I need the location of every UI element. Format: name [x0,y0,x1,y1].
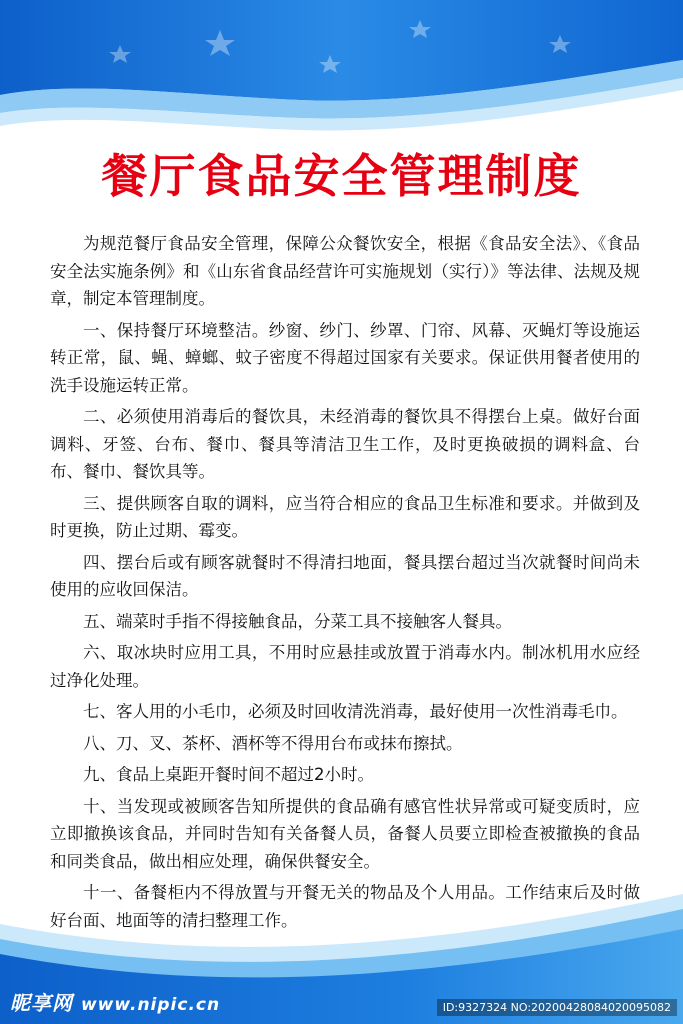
paragraph-item-3: 三、提供顾客自取的调料，应当符合相应的食品卫生标准和要求。并做到及时更换，防止过期、霉变。 [50,493,640,540]
paragraph-item-7: 七、客人用的小毛巾，必须及时回收清洗消毒，最好使用一次性消毒毛巾。 [83,702,628,721]
top-banner-decoration [0,0,683,150]
paragraph-item-5: 五、端菜时手指不得接触食品，分菜工具不接触客人餐具。 [83,611,512,631]
site-watermark-logo [10,987,220,1016]
paragraph-item-10: 十、当发现或被顾客告知所提供的食品确有感官性状异常或可疑变质时，应立即撤换该食品，并同时告知有关备餐人员，备餐人员要立即检查被撤换的食品和同类食品，做出相应处理，确保供餐安全。 [50,796,640,871]
paragraph-item-8: 八、刀、叉、茶杯、酒杯等不得用台布或抹布擦拭。 [83,733,463,753]
paragraph-item-4: 四、摆台后或有顾客就餐时不得清扫地面，餐具摆台超过当次就餐时间尚未使用的应收回保洁。 [50,552,640,599]
regulation-body [50,230,640,938]
watermark-url: www.nipic.cn [80,995,221,1015]
paragraph-item-11: 十一、备餐柜内不得放置与开餐无关的物品及个人用品。工作结束后及时做好台面、地面等的清扫整理工作。 [50,883,640,930]
page-title: 餐厅食品安全管理制度 [101,149,582,203]
paragraph-item-9: 九、食品上桌距开餐时间不超过2小时。 [83,765,374,784]
paragraph-intro: 为规范餐厅食品安全管理，保障公众餐饮安全，根据《食品安全法》、《食品安全法实施条例》和《山东省食品经营许可实施规划（实行）》等法律、法规及规章，制定本管理制度。 [50,234,640,308]
paragraph-item-2: 二、必须使用消毒后的餐饮具，未经消毒的餐饮具不得摆台上桌。做好台面调料、牙签、台布、餐巾、餐具等清洁卫生工作，及时更换破损的调料盒、台布、餐巾、餐饮具等。 [50,407,640,481]
paragraph-item-1: 一、保持餐厅环境整洁。纱窗、纱门、纱罩、门帘、风幕、灭蝇灯等设施运转正常，鼠、蝇、蟑螂、蚊子密度不得超过国家有关要求。保证供用餐者使用的洗手设施运转正常。 [50,320,640,395]
paragraph-item-6: 六、取冰块时应用工具，不用时应悬挂或放置于消毒水内。制冰机用水应经过净化处理。 [50,643,640,690]
watermark-logo-text: 昵享网 [10,991,73,1015]
watermark-id-badge: ID:9327324 NO:20200428084020095082 [437,999,677,1016]
